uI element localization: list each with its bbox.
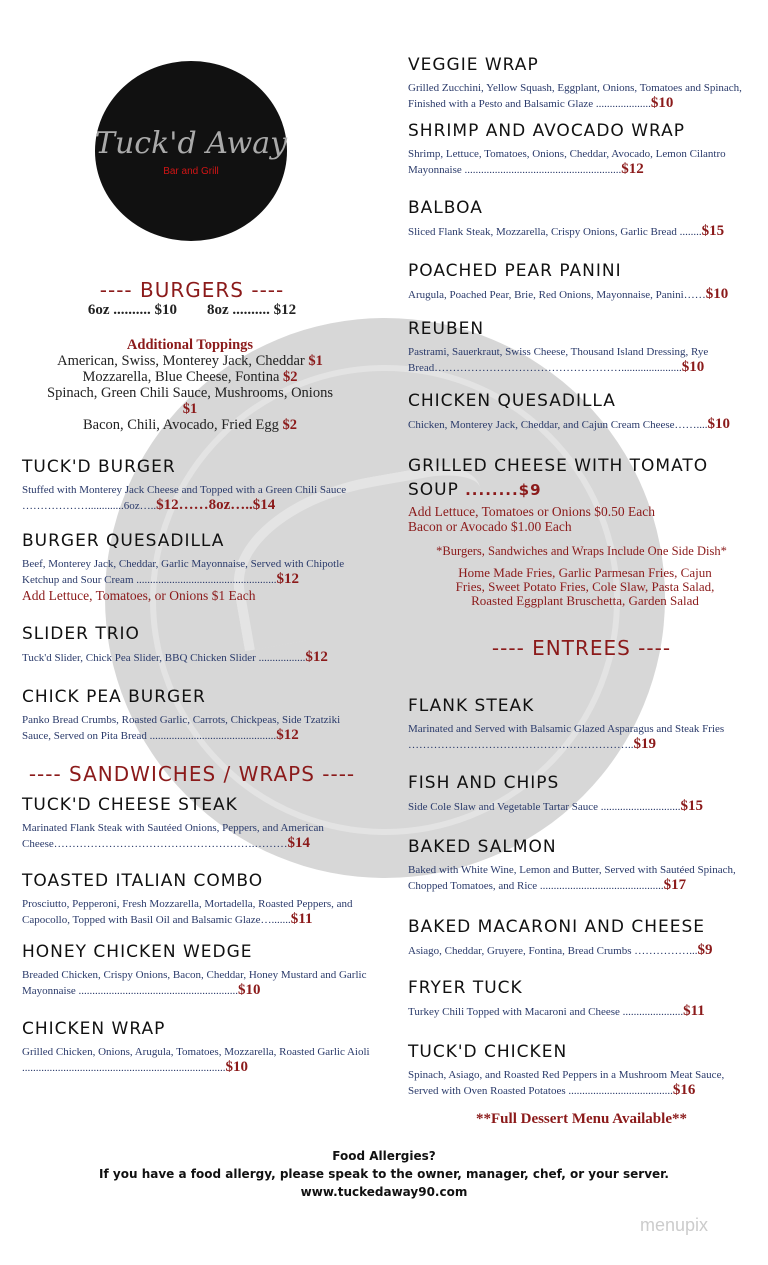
topping-line — [40, 417, 340, 433]
item-name: FISH AND CHIPS — [408, 773, 560, 793]
menu-item — [408, 837, 756, 894]
allergy-text: If you have a food allergy, please speak to the owner, manager, chef, or your server. — [99, 1167, 669, 1181]
toppings-list — [40, 353, 340, 433]
item-price: $12 — [621, 161, 644, 177]
topping-line — [40, 369, 340, 385]
item-price: $9 — [697, 942, 713, 958]
topping-line — [40, 353, 340, 369]
dessert-note: **Full Dessert Menu Available** — [476, 1111, 687, 1127]
sandwiches-header: ---- SANDWICHES / WRAPS ---- — [28, 762, 356, 786]
menu-item — [408, 55, 756, 112]
item-name: TUCK'D CHEESE STEAK — [22, 795, 238, 815]
item-description: Turkey Chili Topped with Macaroni and Cheese ......................$11 — [408, 1003, 705, 1019]
menu-item — [22, 871, 370, 928]
menu-item — [22, 624, 370, 666]
item-name: CHICK PEA BURGER — [22, 687, 206, 707]
menu-item — [408, 773, 756, 815]
toppings-title: Additional Toppings — [126, 337, 254, 353]
item-description: Baked with White Wine, Lemon and Butter, Served with Sautéed Spinach, Chopped Tomatoes, and Rice .............................................$17 — [408, 864, 736, 893]
item-price: $12 — [276, 571, 299, 587]
item-addon: Add Lettuce, Tomatoes or Onions $0.50 Each Bacon or Avocado $1.00 Each — [408, 504, 656, 534]
item-description: Arugula, Poached Pear, Brie, Red Onions, Mayonnaise, Panini……$10 — [408, 286, 729, 302]
item-description: Sliced Flank Steak, Mozzarella, Crispy Onions, Garlic Bread ........$15 — [408, 223, 725, 239]
menu-item — [408, 978, 756, 1020]
menu-item — [408, 696, 756, 753]
menupix-watermark: menupix — [640, 1215, 709, 1235]
item-description: Spinach, Asiago, and Roasted Red Peppers in a Mushroom Meat Sauce, Served with Oven Roasted Potatoes ......................................$16 — [408, 1069, 725, 1098]
side-dish-list: Home Made Fries, Garlic Parmesan Fries, Cajun Fries, Sweet Potato Fries, Cole Slaw, Pasta Salad, Roasted Eggplant Bruschetta, Garden Salad — [455, 565, 715, 608]
item-name: POACHED PEAR PANINI — [408, 261, 622, 281]
item-name: REUBEN — [408, 319, 485, 339]
topping-line — [40, 385, 340, 417]
item-price: $10 — [681, 359, 705, 375]
item-name: BALBOA — [408, 198, 483, 218]
menu-item — [408, 391, 756, 433]
item-description: Grilled Zucchini, Yellow Squash, Eggplant, Onions, Tomatoes and Spinach, Finished with a Pesto and Balsamic Glaze ....................$10 — [408, 82, 742, 111]
item-description: Asiago, Cheddar, Gruyere, Fontina, Bread Crumbs ……………...$9 — [408, 942, 713, 958]
item-description: Beef, Monterey Jack, Cheddar, Garlic Mayonnaise, Served with Chipotle Ketchup and Sour Cream ...................................................$12 — [22, 558, 345, 587]
item-price: $14 — [287, 835, 311, 851]
side-dish-note: *Burgers, Sandwiches and Wraps Include One Side Dish* — [436, 544, 727, 558]
entrees-header: ---- ENTREES ---- — [491, 636, 672, 660]
additional-toppings — [40, 337, 340, 433]
item-price: $19 — [633, 736, 656, 752]
menu-item — [22, 687, 370, 744]
item-description: Prosciutto, Pepperoni, Fresh Mozzarella, Mortadella, Roasted Peppers, and Capocollo, Topped with Basil Oil and Balsamic Glaze….......$11 — [22, 898, 353, 927]
restaurant-logo — [95, 61, 287, 241]
item-price: $10 — [650, 95, 674, 111]
topping-text: Mozzarella, Blue Cheese, Fontina — [82, 369, 284, 385]
item-price: $12 — [305, 649, 328, 665]
item-description: Marinated and Served with Balsamic Glazed Asparagus and Steak Fries ……………………………………………………..$19 — [408, 723, 725, 752]
item-name: TUCK'D BURGER — [22, 457, 176, 477]
item-name: BAKED SALMON — [408, 837, 557, 857]
item-name: SHRIMP AND AVOCADO WRAP — [408, 121, 686, 141]
menu-item — [22, 942, 370, 999]
topping-price: $2 — [283, 369, 298, 385]
allergy-title: Food Allergies? — [332, 1149, 436, 1163]
logo-subtitle: Bar and Grill — [163, 165, 219, 177]
burger-sizes: 6oz .......... $10 8oz .......... $12 — [87, 302, 297, 318]
item-description: Stuffed with Monterey Jack Cheese and Topped with a Green Chili Sauce ……………….............6oz…..$12……8oz…..$14 — [22, 484, 347, 513]
item-price: $17 — [663, 877, 687, 893]
menu-item — [408, 198, 756, 240]
item-name: GRILLED CHEESE WITH TOMATO SOUP ........$9 — [408, 456, 709, 500]
item-name: TUCK'D CHICKEN — [408, 1042, 568, 1062]
menu-item — [22, 795, 370, 852]
item-price: $12 — [276, 727, 299, 743]
item-description: Chicken, Monterey Jack, Cheddar, and Cajun Cream Cheese……....$10 — [408, 416, 731, 432]
burgers-header: ---- BURGERS ---- — [99, 278, 285, 302]
menu-item — [22, 1019, 370, 1076]
menu-item — [408, 121, 756, 178]
menu-item — [22, 531, 370, 603]
item-price: ........$9 — [458, 481, 542, 499]
logo-name: Tuck'd Away — [94, 125, 288, 161]
topping-price: $2 — [282, 417, 297, 433]
item-name: FLANK STEAK — [408, 696, 535, 716]
topping-text: Spinach, Green Chili Sauce, Mushrooms, Onions — [47, 385, 333, 401]
menu-item — [408, 917, 756, 959]
menu-item — [408, 1042, 756, 1099]
item-price: $10 — [238, 982, 261, 998]
topping-price: $1 — [182, 401, 198, 417]
menu-item — [408, 261, 756, 303]
item-description: Panko Bread Crumbs, Roasted Garlic, Carrots, Chickpeas, Side Tzatziki Sauce, Served on Pita Bread ..............................................$12 — [22, 714, 341, 743]
item-description: Grilled Chicken, Onions, Arugula, Tomatoes, Mozzarella, Roasted Garlic Aioli ..........................................................................$10 — [22, 1046, 370, 1075]
item-name: TOASTED ITALIAN COMBO — [22, 871, 264, 891]
item-description: Breaded Chicken, Crispy Onions, Bacon, Cheddar, Honey Mustard and Garlic Mayonnaise ..........................................................$10 — [22, 969, 367, 998]
item-name: BAKED MACARONI AND CHEESE — [408, 917, 706, 937]
topping-price: $1 — [308, 353, 323, 369]
item-description: Shrimp, Lettuce, Tomatoes, Onions, Cheddar, Avocado, Lemon Cilantro Mayonnaise .........................................................$12 — [408, 148, 726, 177]
item-description: Side Cole Slaw and Vegetable Tartar Sauce .............................$15 — [408, 798, 704, 814]
item-price: $10 — [707, 416, 731, 432]
item-description: Pastrami, Sauerkraut, Swiss Cheese, Thousand Island Dressing, Rye Bread……………………………………………......................$10 — [408, 346, 709, 375]
item-price: $15 — [680, 798, 704, 814]
menu-item — [408, 454, 756, 534]
item-name: CHICKEN QUESADILLA — [408, 391, 616, 411]
menu-item — [22, 457, 370, 514]
topping-text: American, Swiss, Monterey Jack, Cheddar — [57, 353, 309, 369]
item-description: Marinated Flank Steak with Sautéed Onions, Peppers, and American Cheese……………………………………………….………$14 — [22, 822, 324, 851]
item-name: CHICKEN WRAP — [22, 1019, 166, 1039]
item-price: $11 — [290, 911, 313, 927]
website-link[interactable]: www.tuckedaway90.com — [300, 1185, 468, 1199]
item-price: $10 — [225, 1059, 248, 1075]
item-name: HONEY CHICKEN WEDGE — [22, 942, 253, 962]
item-price: $15 — [701, 223, 725, 239]
item-name: SLIDER TRIO — [22, 624, 140, 644]
menu-item — [408, 319, 756, 376]
item-addon: Add Lettuce, Tomatoes, or Onions $1 Each — [22, 588, 256, 603]
item-name: FRYER TUCK — [408, 978, 523, 998]
item-price: $12……8oz…..$14 — [156, 497, 276, 513]
item-name: VEGGIE WRAP — [408, 55, 539, 75]
item-price: $10 — [705, 286, 729, 302]
item-price: $11 — [683, 1003, 705, 1019]
item-description: Tuck'd Slider, Chick Pea Slider, BBQ Chicken Slider .................$12 — [22, 649, 328, 665]
item-name: BURGER QUESADILLA — [22, 531, 225, 551]
topping-text: Bacon, Chili, Avocado, Fried Egg — [83, 417, 283, 433]
item-price: $16 — [672, 1082, 696, 1098]
